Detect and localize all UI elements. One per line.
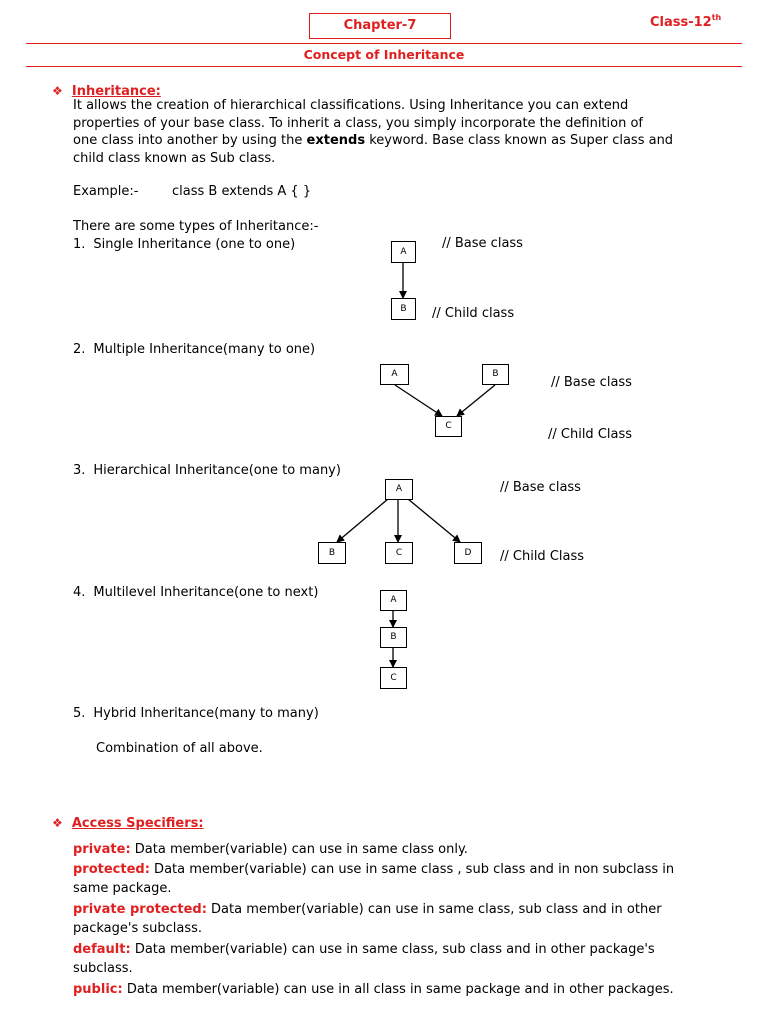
multiple-node-c: C	[435, 416, 462, 437]
type-label: Hierarchical Inheritance(one to many)	[93, 463, 341, 478]
access-protected-cont: same package.	[73, 881, 172, 896]
access-private-protected-cont: package's subclass.	[73, 921, 203, 936]
extends-keyword: extends	[306, 133, 366, 148]
access-default-cont: subclass.	[73, 961, 133, 976]
para-line-3-post: keyword. Base class known as Super class and	[365, 133, 674, 148]
class-label-sup: th	[711, 13, 722, 22]
multiple-node-a: A	[380, 364, 409, 385]
multilevel-node-b: B	[380, 627, 407, 648]
para-line-4: child class known as Sub class.	[73, 150, 276, 166]
multiple-node-b: B	[482, 364, 509, 385]
hier-node-b: B	[318, 542, 346, 564]
multilevel-node-c: C	[380, 667, 407, 689]
diamond-bullet-icon: ❖	[52, 816, 63, 830]
example-label: Example:-	[73, 184, 139, 199]
diamond-bullet-icon: ❖	[52, 84, 63, 98]
multilevel-node-a: A	[380, 590, 407, 611]
access-protected	[73, 862, 674, 877]
multiple-arrow-b	[457, 385, 495, 416]
hier-arrow-d	[408, 499, 460, 542]
access-default	[73, 942, 655, 957]
access-heading	[52, 812, 204, 831]
example-code: class B extends A { }	[172, 184, 312, 199]
type-label: Hybrid Inheritance(many to many)	[93, 706, 319, 721]
hier-node-c: C	[385, 542, 413, 564]
concept-title: Concept of Inheritance	[303, 47, 465, 62]
single-base-comment: // Base class	[442, 236, 523, 251]
protected-text: Data member(variable) can use in same class , sub class and in non subclass in	[149, 862, 675, 877]
hier-arrow-b	[337, 499, 388, 542]
type-label: Multiple Inheritance(many to one)	[93, 342, 316, 357]
single-node-a: A	[391, 241, 416, 263]
multiple-base-comment: // Base class	[551, 375, 632, 390]
default-text: Data member(variable) can use in same class, sub class and in other package's	[130, 942, 655, 957]
type-num: 1.	[73, 237, 86, 252]
public-text: Data member(variable) can use in all class in same package and in other packages.	[122, 982, 674, 997]
hier-base-comment: // Base class	[500, 480, 581, 495]
hier-child-comment: // Child Class	[500, 549, 585, 564]
multiple-child-comment: // Child Class	[548, 427, 633, 442]
chapter-title-box: Chapter-7	[309, 13, 451, 39]
single-child-comment: // Child class	[432, 306, 515, 321]
type-num: 4.	[73, 585, 86, 600]
private-protected-text: Data member(variable) can use in same class, sub class and in other	[206, 902, 662, 917]
private-protected-label: private protected:	[73, 902, 207, 917]
para-line-3-pre: one class into another by using the	[73, 133, 307, 148]
class-label-text: Class-12	[650, 15, 712, 30]
access-title: Access Specifiers:	[71, 816, 204, 831]
hier-node-d: D	[454, 542, 482, 564]
protected-label: protected:	[73, 862, 150, 877]
private-label: private:	[73, 842, 131, 857]
access-private-protected	[73, 902, 662, 917]
type-num: 2.	[73, 342, 86, 357]
public-label: public:	[73, 982, 123, 997]
type-num: 3.	[73, 463, 86, 478]
para-line-2: properties of your base class. To inherit a class, you simply incorporate the definition of	[73, 115, 644, 131]
access-private	[73, 842, 468, 857]
hybrid-note: Combination of all above.	[96, 741, 263, 756]
type-label: Multilevel Inheritance(one to next)	[93, 585, 319, 600]
hier-node-a: A	[385, 479, 413, 500]
types-intro: There are some types of Inheritance:-	[73, 219, 319, 234]
single-node-b: B	[391, 298, 416, 320]
private-text: Data member(variable) can use in same class only.	[130, 842, 468, 857]
access-public	[73, 982, 674, 997]
multiple-arrow-a	[395, 385, 442, 416]
type-num: 5.	[73, 706, 86, 721]
para-line-1: It allows the creation of hierarchical classifications. Using Inheritance you can extend	[73, 98, 629, 113]
default-label: default:	[73, 942, 131, 957]
inheritance-title: Inheritance:	[71, 84, 161, 99]
type-label: Single Inheritance (one to one)	[93, 237, 296, 252]
